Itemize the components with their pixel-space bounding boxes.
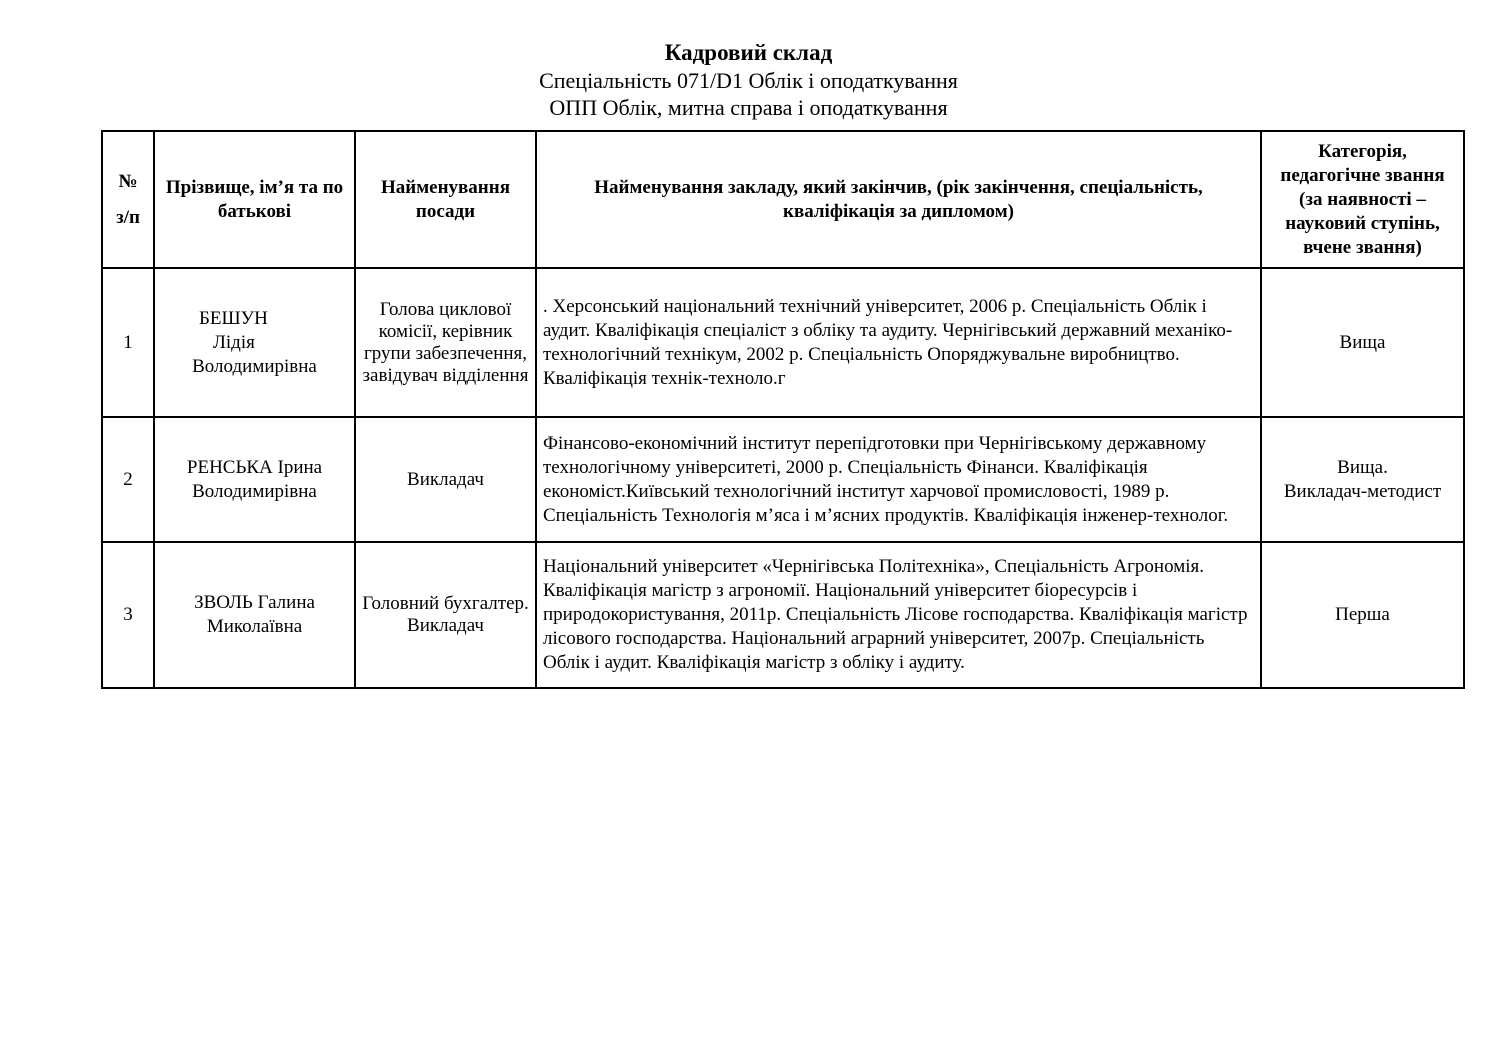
employee-patronymic: Володимирівна xyxy=(192,355,317,377)
employee-position: Голова циклової комісії, керівник групи забезпечення, завідувач відділення xyxy=(355,268,536,417)
header-name: Прізвище, ім’я та по батькові xyxy=(154,131,355,268)
header-position: Найменування посади xyxy=(355,131,536,268)
employee-position: Викладач xyxy=(355,417,536,542)
category-text: Вища. xyxy=(1337,456,1388,478)
row-number: 1 xyxy=(102,268,154,417)
document-header xyxy=(0,38,1497,121)
employee-surname: БЕШУН xyxy=(199,307,268,329)
header-education: Найменування закладу, який закінчив, (рік закінчення, спеціальність, кваліфікація за дипломом) xyxy=(536,131,1261,268)
employee-name-line1: ЗВОЛЬ Галина xyxy=(194,592,315,613)
pedagogical-title: Викладач-методист xyxy=(1283,480,1442,502)
employee-category xyxy=(1261,542,1464,688)
employee-name xyxy=(154,542,355,688)
employee-name-line1: РЕНСЬКА Ірина xyxy=(186,456,323,478)
row-number: 2 xyxy=(102,417,154,542)
employee-name-line2: Миколаївна xyxy=(206,616,303,637)
employee-education: Національний університет «Чернігівська Політехніка», Спеціальність Агрономія. Кваліфікація магістр з агрономії. Національний університет біоресурсів і природокористування, 2011р. Спеціальність Лісове господарства. Кваліфікація магістр лісового господарства. Національний аграрний університет, 2007р. Спеціальність Облік і аудит. Кваліфікація магістр з обліку і аудиту. xyxy=(536,542,1261,688)
staff-table xyxy=(101,130,1465,689)
category-text: Перша xyxy=(1335,604,1390,625)
table-row xyxy=(102,268,1464,417)
table-header-row xyxy=(102,131,1464,268)
program-subtitle: ОПП Облік, митна справа і оподаткування xyxy=(549,95,948,120)
header-number-abbr: з/п xyxy=(116,206,140,228)
employee-name xyxy=(154,268,355,417)
employee-name-line2: Володимирівна xyxy=(192,480,317,502)
table-row xyxy=(102,542,1464,688)
employee-first-name: Лідія xyxy=(213,331,255,353)
employee-name xyxy=(154,417,355,542)
employee-category xyxy=(1261,268,1464,417)
employee-education: . Херсонський національний технічний університет, 2006 р. Спеціальність Облік і аудит. Кваліфікація спеціаліст з обліку та аудиту. Чернігівський державний механіко-технологічний технікум, 2002 р. Спеціальність Опоряджувальне виробництво. Кваліфікація технік-техноло.г xyxy=(536,268,1261,417)
table-row xyxy=(102,417,1464,542)
document-title: Кадровий склад xyxy=(664,40,833,65)
header-number-symbol: № xyxy=(118,170,138,192)
employee-category xyxy=(1261,417,1464,542)
employee-education: Фінансово-економічний інститут перепідготовки при Чернігівському державному технологічному університеті, 2000 р. Спеціальність Фінанси. Кваліфікація економіст.Київський технологічний інститут харчової промисловості, 1989 р. Спеціальність Технологія м’яса і м’ясних продуктів. Кваліфікація інженер-технолог. xyxy=(536,417,1261,542)
employee-position: Головний бухгалтер. Викладач xyxy=(355,542,536,688)
category-text: Вища xyxy=(1339,331,1386,353)
header-number xyxy=(102,131,154,268)
row-number: 3 xyxy=(102,542,154,688)
specialty-subtitle: Спеціальність 071/D1 Облік і оподаткування xyxy=(539,68,958,93)
header-category: Категорія, педагогічне звання (за наявності – науковий ступінь, вчене звання) xyxy=(1261,131,1464,268)
